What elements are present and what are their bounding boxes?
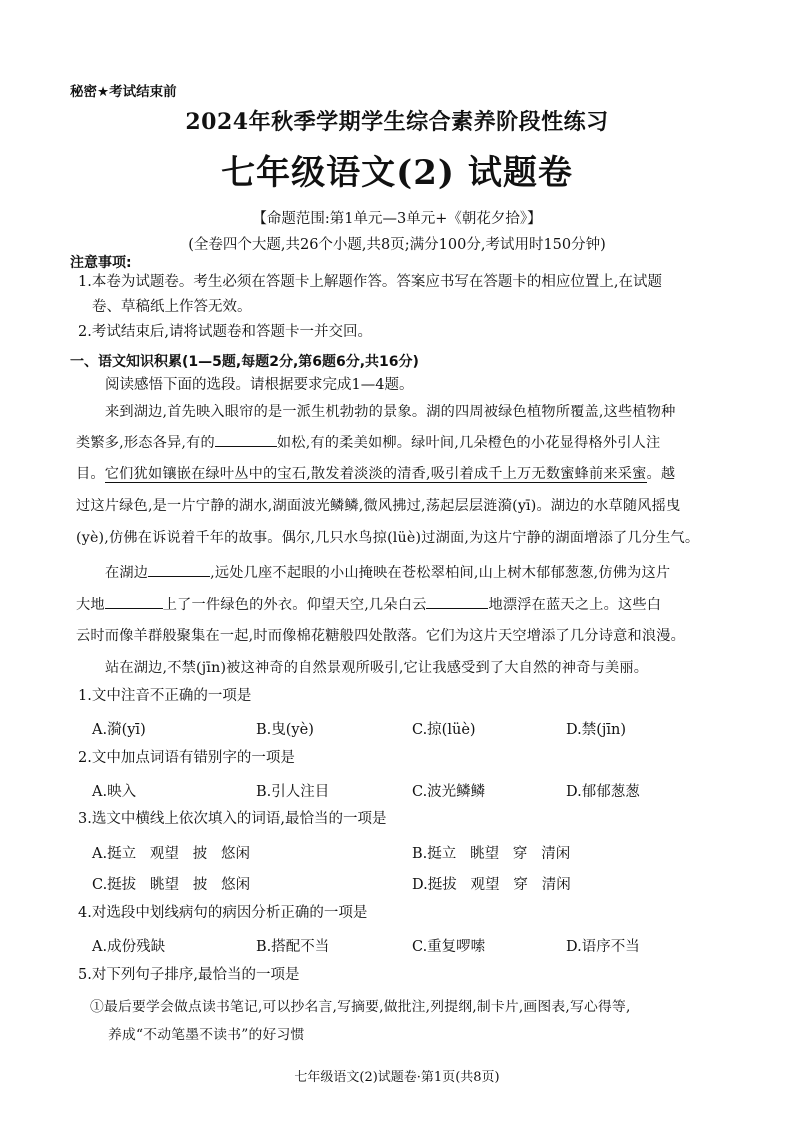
- passage-p2-line-2: [76, 596, 661, 614]
- exam-title: 2024年秋季学期学生综合素养阶段性练习: [185, 109, 609, 135]
- page-footer: 七年级语文(2)试题卷·第1页(共8页): [294, 1070, 500, 1085]
- passage-p1-line-5: (yè),仿佛在诉说着千年的故事。偶尔,几只水鸟掠(lüè)过湖面,为这片宁静的湖面增添了几分生气。: [76, 530, 700, 546]
- question-3-option-b: B.挺立 眺望 穿 清闲: [412, 846, 571, 862]
- passage-text: 。越: [646, 466, 676, 482]
- fill-blank-1: [215, 434, 277, 447]
- notice-item-1-line-1: 1.本卷为试题卷。考生必须在答题卡上解题作答。答案应书写在答题卡的相应位置上,在试题: [78, 274, 662, 290]
- question-2-stem: 2.文中加点词语有错别字的一项是: [78, 750, 295, 766]
- passage-p2-line-3: 云时而像羊群般聚集在一起,时而像棉花糖般四处散落。它们为这片天空增添了几分诗意和浪漫。: [76, 628, 685, 644]
- notice-heading: 注意事项:: [70, 255, 132, 271]
- passage-text: 大地: [76, 597, 105, 613]
- question-5-item-1-line-2: 养成“不动笔墨不读书”的好习惯: [108, 1027, 305, 1043]
- section-1-heading: 一、语文知识积累(1—5题,每题2分,第6题6分,共16分): [70, 354, 419, 370]
- passage-text: ,远处几座不起眼的小山掩映在苍松翠柏间,山上树木郁郁葱葱,仿佛为这片: [210, 565, 671, 581]
- question-2-option-c: C.波光鳞鳞: [412, 784, 486, 800]
- paper-title: 七年级语文(2) 试题卷: [221, 153, 573, 193]
- exam-info-line: (全卷四个大题,共26个小题,共8页;满分100分,考试用时150分钟): [188, 237, 606, 253]
- question-2-option-d: D.郁郁葱葱: [566, 784, 640, 800]
- passage-text: 目。: [76, 466, 105, 482]
- question-4-option-c: C.重复啰嗦: [412, 939, 486, 955]
- passage-text: 上了一件绿色的外衣。仰望天空,几朵白云: [162, 597, 427, 613]
- passage-p1-line-4: 过这片绿色,是一片宁静的湖水,湖面波光鳞鳞,微风拂过,荡起层层涟漪(yī)。湖边的水草随风摇曳: [76, 498, 681, 514]
- question-4-option-b: B.搭配不当: [256, 939, 330, 955]
- fill-blank-4: [426, 596, 488, 609]
- underlined-sick-sentence: 它们犹如镶嵌在绿叶丛中的宝石,散发着淡淡的清香,吸引着成千上万无数蜜蜂前来采蜜: [104, 466, 647, 482]
- question-4-stem: 4.对选段中划线病句的病因分析正确的一项是: [78, 905, 368, 921]
- question-2-option-b: B.引人注目: [256, 784, 330, 800]
- passage-text: 地漂浮在蓝天之上。这些白: [488, 597, 662, 613]
- question-4-option-a: A.成份残缺: [92, 939, 166, 955]
- fill-blank-3: [105, 596, 163, 609]
- question-3-option-c: C.挺拔 眺望 披 悠闲: [92, 877, 251, 893]
- fill-blank-2: [148, 564, 210, 577]
- question-3-stem: 3.选文中横线上依次填入的词语,最恰当的一项是: [78, 811, 387, 827]
- question-5-stem: 5.对下列句子排序,最恰当的一项是: [78, 967, 300, 983]
- notice-item-1-line-2: 卷、草稿纸上作答无效。: [92, 299, 252, 315]
- passage-p1-line-2: [76, 434, 660, 452]
- notice-item-2: 2.考试结束后,请将试题卷和答题卡一并交回。: [78, 324, 372, 340]
- question-3-option-d: D.挺拔 观望 穿 清闲: [412, 877, 571, 893]
- scope-line: 【命题范围:第1单元—3单元+《朝花夕拾》】: [252, 211, 542, 227]
- passage-p2-line-1: [105, 564, 670, 582]
- question-4-option-d: D.语序不当: [566, 939, 640, 955]
- reading-intro: 阅读感悟下面的选段。请根据要求完成1—4题。: [105, 377, 414, 393]
- passage-text: 如松,有的柔美如柳。绿叶间,几朵橙色的小花显得格外引人注: [276, 435, 661, 451]
- question-3-option-a: A.挺立 观望 披 悠闲: [92, 846, 251, 862]
- passage-text: 在湖边: [105, 565, 149, 581]
- passage-text: 类繁多,形态各异,有的: [76, 435, 215, 451]
- question-1-option-d: D.禁(jīn): [566, 722, 627, 738]
- question-1-option-b: B.曳(yè): [256, 722, 314, 738]
- question-1-option-c: C.掠(lüè): [412, 722, 476, 738]
- confidential-label: 秘密★考试结束前: [70, 84, 177, 100]
- passage-p1-line-1: 来到湖边,首先映入眼帘的是一派生机勃勃的景象。湖的四周被绿色植物所覆盖,这些植物种: [105, 404, 676, 420]
- passage-p3: 站在湖边,不禁(jīn)被这神奇的自然景观所吸引,它让我感受到了大自然的神奇与美丽。: [105, 660, 649, 676]
- question-2-option-a: A.映入: [92, 784, 137, 800]
- question-1-option-a: A.漪(yī): [92, 722, 146, 738]
- passage-p1-line-3: [76, 466, 675, 483]
- question-5-item-1-line-1: ①最后要学会做点读书笔记,可以抄名言,写摘要,做批注,列提纲,制卡片,画图表,写心得等,: [90, 999, 631, 1015]
- question-1-stem: 1.文中注音不正确的一项是: [78, 688, 252, 704]
